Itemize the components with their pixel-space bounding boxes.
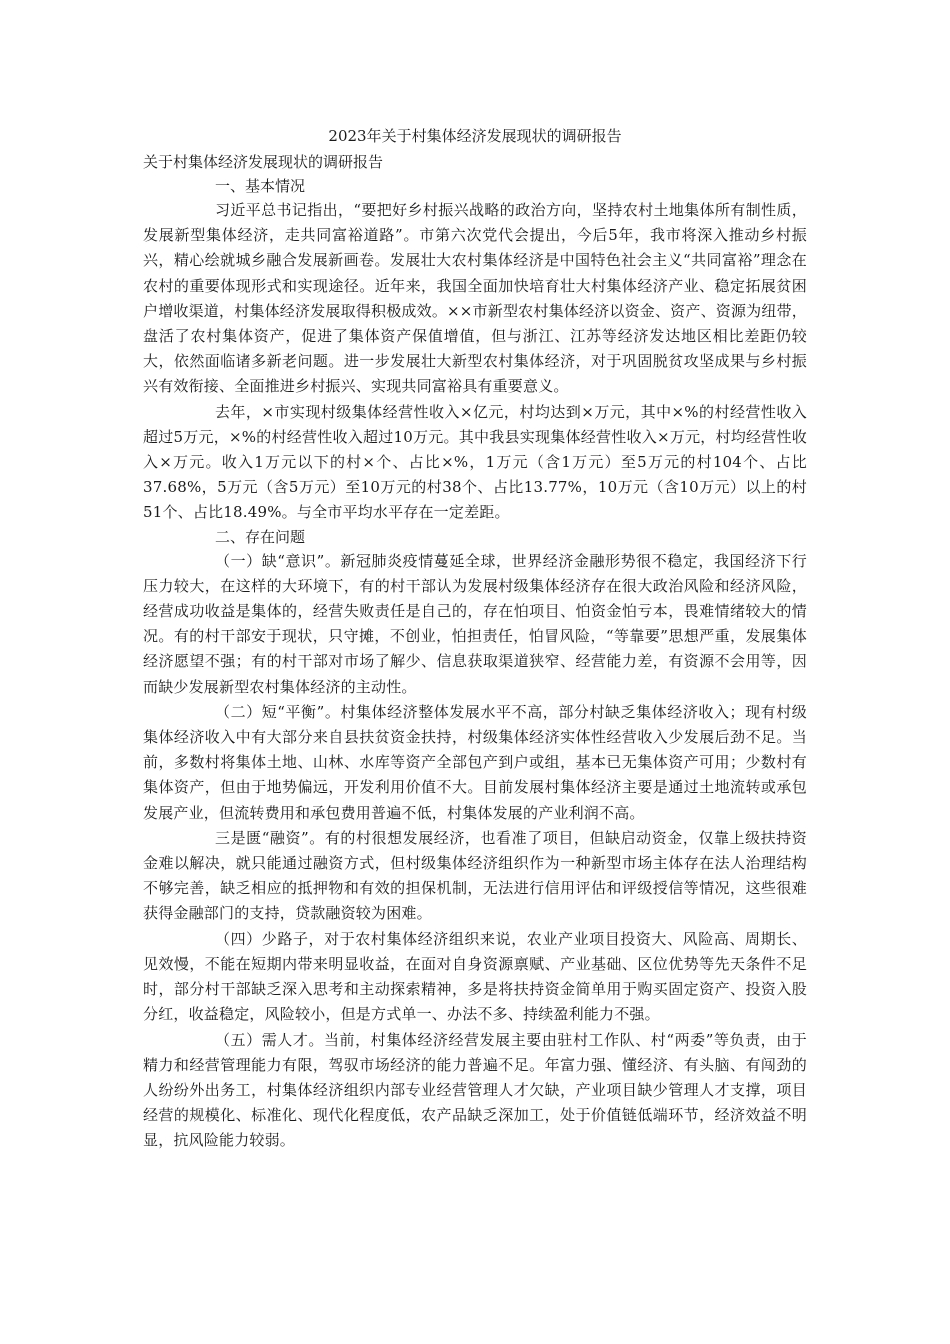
paragraph-intro: 习近平总书记指出，“要把好乡村振兴战略的政治方向，坚持农村土地集体所有制性质，发展新型集体经济，走共同富裕道路”。市第六次党代会提出，今后5年，我市将深入推动乡村振兴，精心绘就城乡融合发展新画卷。发展壮大农村集体经济是中国特色社会主义“共同富裕”理念在农村的重要体现形式和实现途径。近年来，我国全面加快培育壮大村集体经济产业、稳定拓展贫困户增收渠道，村集体经济发展取得积极成效。××市新型农村集体经济以资金、资产、资源为纽带，盘活了农村集体资产，促进了集体资产保值增值，但与浙江、江苏等经济发达地区相比差距仍较大，依然面临诸多新老问题。进一步发展壮大新型农村集体经济，对于巩固脱贫攻坚成果与乡村振兴有效衔接、全面推进乡村振兴、实现共同富裕具有重要意义。 [143, 201, 807, 396]
section-heading-problems: 二、存在问题 [215, 527, 306, 546]
document-title: 2023年关于村集体经济发展现状的调研报告 [328, 127, 622, 145]
paragraph-problem-awareness: （一）缺“意识”。新冠肺炎疫情蔓延全球，世界经济金融形势很不稳定，我国经济下行压力较大，在这样的大环境下，有的村干部认为发展村级集体经济存在很大政治风险和经济风险，经营成功收益是集体的，经营失败责任是自己的，存在怕项目、怕资金怕亏本，畏难情绪较大的情况。有的村干部安于现状，只守摊，不创业，怕担责任，怕冒风险，“等靠要”思想严重，发展集体经济愿望不强；有的村干部对市场了解少、信息获取渠道狭窄、经营能力差，有资源不会用等，因而缺少发展新型农村集体经济的主动性。 [143, 551, 807, 696]
paragraph-income-stats: 去年，×市实现村级集体经营性收入×亿元，村均达到×万元，其中×%的村经营性收入超过5万元，×%的村经营性收入超过10万元。其中我县实现集体经营性收入×万元，村均经营性收入×万元。收入1万元以下的村×个、占比×%，1万元（含1万元）至5万元的村104个、占比37.68%，5万元（含5万元）至10万元的村38个、占比13.77%，10万元（含10万元）以上的村51个、占比18.49%。与全市平均水平存在一定差距。 [143, 402, 807, 522]
paragraph-problem-talent: （五）需人才。当前，村集体经济经营发展主要由驻村工作队、村“两委”等负责，由于精力和经营管理能力有限，驾驭市场经济的能力普遍不足。年富力强、懂经济、有头脑、有闯劲的人纷纷外出务工，村集体经济组织内部专业经营管理人才欠缺，产业项目缺少管理人才支撑，项目经营的规模化、标准化、现代化程度低，农产品缺乏深加工，处于价值链低端环节，经济效益不明显，抗风险能力较弱。 [143, 1030, 807, 1150]
document-body [143, 175, 807, 1154]
paragraph-problem-financing: 三是匮“融资”。有的村很想发展经济，也看准了项目，但缺启动资金，仅靠上级扶持资金难以解决，就只能通过融资方式，但村级集体经济组织作为一种新型市场主体存在法人治理结构不够完善，缺乏相应的抵押物和有效的担保机制，无法进行信用评估和评级授信等情况，这些很难获得金融部门的支持，贷款融资较为困难。 [143, 828, 807, 923]
paragraph-problem-balance: （二）短“平衡”。村集体经济整体发展水平不高，部分村缺乏集体经济收入；现有村级集体经济收入中有大部分来自县扶贫资金扶持，村级集体经济实体性经营收入少发展后劲不足。当前，多数村将集体土地、山林、水库等资产全部包产到户或组，基本已无集体资产可用；少数村有集体资产，但由于地势偏远，开发利用价值不大。目前发展村集体经济主要是通过土地流转或承包发展产业，但流转费用和承包费用普遍不低，村集体发展的产业利润不高。 [143, 702, 807, 822]
document-subtitle: 关于村集体经济发展现状的调研报告 [143, 153, 384, 171]
paragraph-problem-approaches: （四）少路子，对于农村集体经济组织来说，农业产业项目投资大、风险高、周期长、见效慢，不能在短期内带来明显收益，在面对自身资源禀赋、产业基础、区位优势等先天条件不足时，部分村干部缺乏深入思考和主动探索精神，多是将扶持资金简单用于购买固定资产、投资入股分红，收益稳定，风险较小，但是方式单一、办法不多、持续盈利能力不强。 [143, 929, 807, 1024]
section-heading-basic-situation: 一、基本情况 [215, 177, 306, 195]
